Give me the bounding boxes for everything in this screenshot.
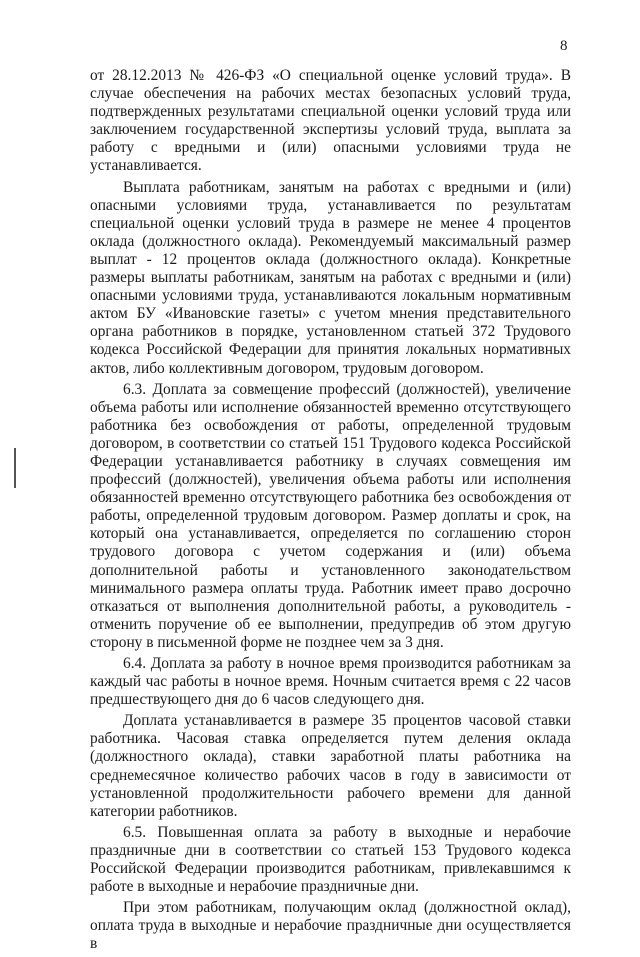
paragraph-section-6-5: 6.5. Повышенная оплата за работу в выходные и нерабочие праздничные дни в соответствии со статьей 153 Трудового кодекса Российской Федерации производится работникам, привлекавшимся к работе в выходные и нерабочие праздничные дни. — [90, 823, 571, 896]
paragraph-section-6-3: 6.3. Доплата за совмещение профессий (должностей), увеличение объема работы или исполнение обязанностей временно отсутствующего работника без освобождения от работы, определенной трудовым договором, в соответствии со статьей 151 Трудового кодекса Российской Федерации устанавливается работнику в случаях совмещения им профессий (должностей), увеличения объема работы или исполнения обязанностей временно отсутствующего работника без освобождения от работы, определенной трудовым договором. Размер доплаты и срок, на который она устанавливается, определяется по соглашению сторон трудового договора с учетом содержания и (или) объема дополнительной работы и установленного законодательством минимального размера оплаты труда. Работник имеет право досрочно отказаться от выполнения дополнительной работы, а руководитель - отменить поручение об ее выполнении, предупредив об этом другую сторону в письменной форме не позднее чем за 3 дня. — [90, 380, 571, 651]
paragraph: Выплата работникам, занятым на работах с вредными и (или) опасными условиями труда, устанавливается по результатам специальной оценки условий труда в размере не менее 4 процентов оклада (должностного оклада). Рекомендуемый максимальный размер выплат - 12 процентов оклада (должностного оклада). Конкретные размеры выплаты работникам, занятым на работах с вредными и (или) опасными условиями труда, устанавливаются локальным нормативным актом БУ «Ивановские газеты» с учетом мнения представительного органа работников в порядке, установленном статьей 372 Трудового кодекса Российской Федерации для принятия локальных нормативных актов, либо коллективным договором, трудовым договором. — [90, 178, 571, 377]
margin-mark — [14, 448, 16, 488]
paragraph: Доплата устанавливается в размере 35 процентов часовой ставки работника. Часовая ставка определяется путем деления оклада (должностного оклада), ставки заработной платы работника на среднемесячное количество рабочих часов в году в зависимости от установленной продолжительности рабочего времени для данной категории работников. — [90, 712, 571, 820]
page-number: 8 — [560, 38, 568, 54]
paragraph: от 28.12.2013 № 426-ФЗ «О специальной оценке условий труда». В случае обеспечения на рабочих местах безопасных условий труда, подтвержденных результатами специальной оценки условий труда или заключением государственной экспертизы условий труда, выплата за работу с вредными и (или) опасными условиями труда не устанавливается. — [90, 67, 571, 175]
document-body — [90, 67, 571, 957]
paragraph: При этом работникам, получающим оклад (должностной оклад), оплата труда в выходные и нерабочие праздничные дни осуществляется в — [90, 899, 571, 953]
paragraph-section-6-4: 6.4. Доплата за работу в ночное время производится работникам за каждый час работы в ночное время. Ночным считается время с 22 часов предшествующего дня до 6 часов следующего дня. — [90, 655, 571, 709]
